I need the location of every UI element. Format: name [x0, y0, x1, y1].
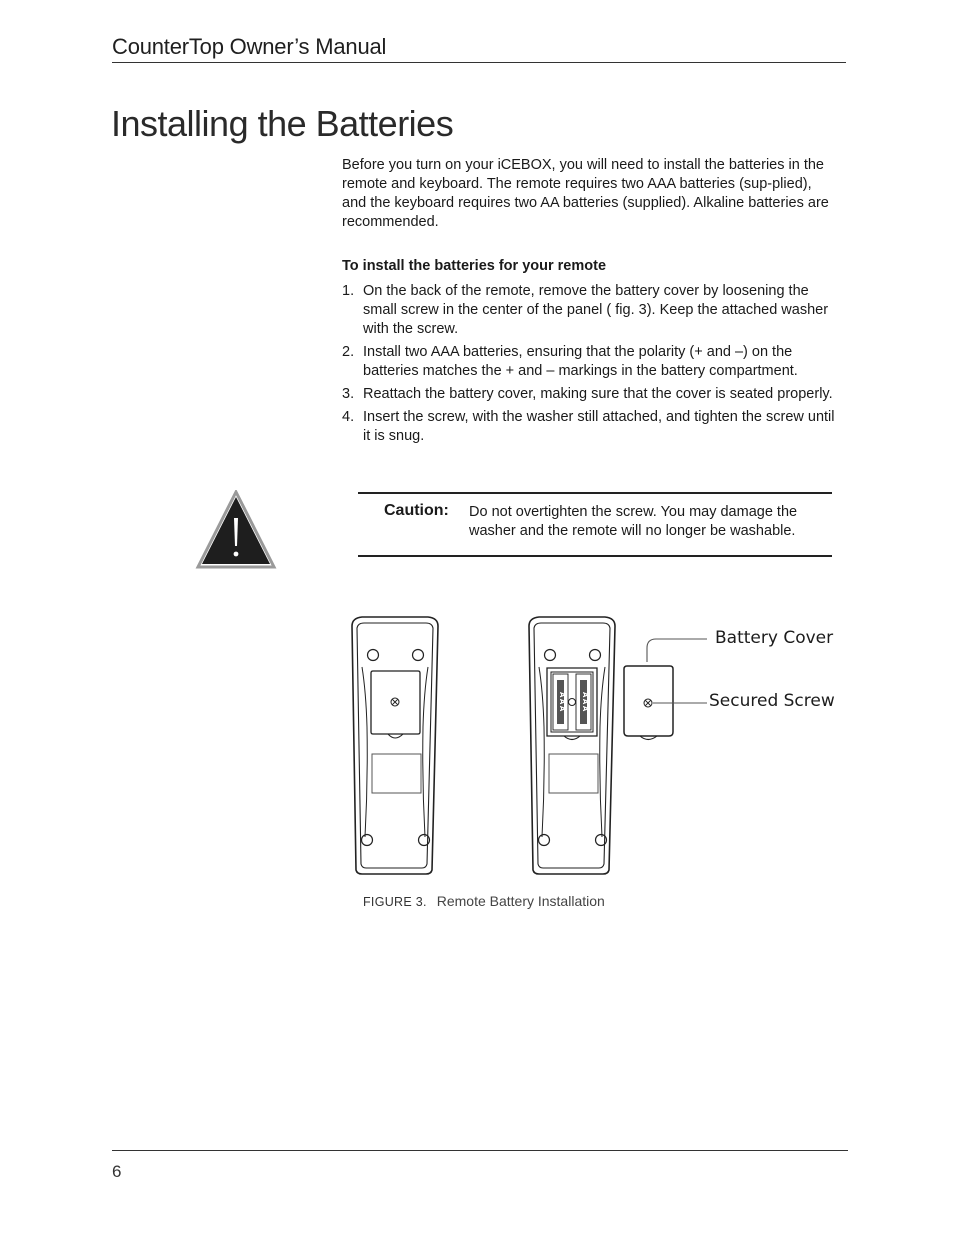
- procedure-step: [342, 385, 838, 404]
- secured-screw-callout: Secured Screw: [709, 691, 835, 711]
- battery-label: AAA: [558, 692, 566, 713]
- footer-rule: [112, 1150, 848, 1151]
- caution-label: Caution:: [384, 502, 449, 519]
- step-number: 1.: [342, 283, 355, 299]
- caution-box: [358, 492, 832, 557]
- page-number: 6: [112, 1162, 122, 1181]
- procedure-steps: [342, 282, 838, 450]
- step-text: Insert the screw, with the washer still attached, and tighten the screw until it is snug.: [363, 409, 835, 444]
- battery-cover-leader: [647, 639, 707, 662]
- remote-back-open: [529, 617, 615, 874]
- warning-triangle-icon: [195, 490, 277, 570]
- remote-back-closed: [352, 617, 438, 874]
- step-text: On the back of the remote, remove the battery cover by loosening the small screw in the center of the panel ( fig. 3). Keep the attached washer with the screw.: [363, 283, 829, 337]
- step-number: 3.: [342, 386, 355, 402]
- header-rule: [112, 62, 846, 63]
- step-number: 2.: [342, 344, 355, 360]
- procedure-step: [342, 343, 838, 381]
- intro-paragraph: Before you turn on your iCEBOX, you will need to install the batteries in the remote and keyboard. The remote requires two AAA batteries (sup-plied), and the keyboard requires two AA batteries (supplied). Alkaline batteries are recommended.: [342, 157, 829, 230]
- caution-text: Do not overtighten the screw. You may damage the washer and the remote will no longer be washable.: [469, 504, 798, 539]
- battery-label: AAA: [581, 692, 589, 713]
- procedure-step: [342, 408, 838, 446]
- page-title: Installing the Batteries: [111, 103, 454, 144]
- remote-battery-figure: [340, 612, 840, 882]
- step-text: Install two AAA batteries, ensuring that the polarity (+ and –) on the batteries matches the + and – markings in the battery compartment.: [363, 344, 798, 379]
- running-header: CounterTop Owner’s Manual: [112, 34, 387, 59]
- step-number: 4.: [342, 409, 355, 425]
- procedure-heading: To install the batteries for your remote: [342, 258, 607, 274]
- figure-caption: [363, 893, 605, 909]
- figure-number: FIGURE 3.: [363, 895, 427, 909]
- figure-caption-text: Remote Battery Installation: [436, 893, 605, 909]
- battery-cover-callout: Battery Cover: [715, 628, 834, 648]
- procedure-step: [342, 282, 838, 339]
- step-text: Reattach the battery cover, making sure that the cover is seated properly.: [363, 386, 833, 402]
